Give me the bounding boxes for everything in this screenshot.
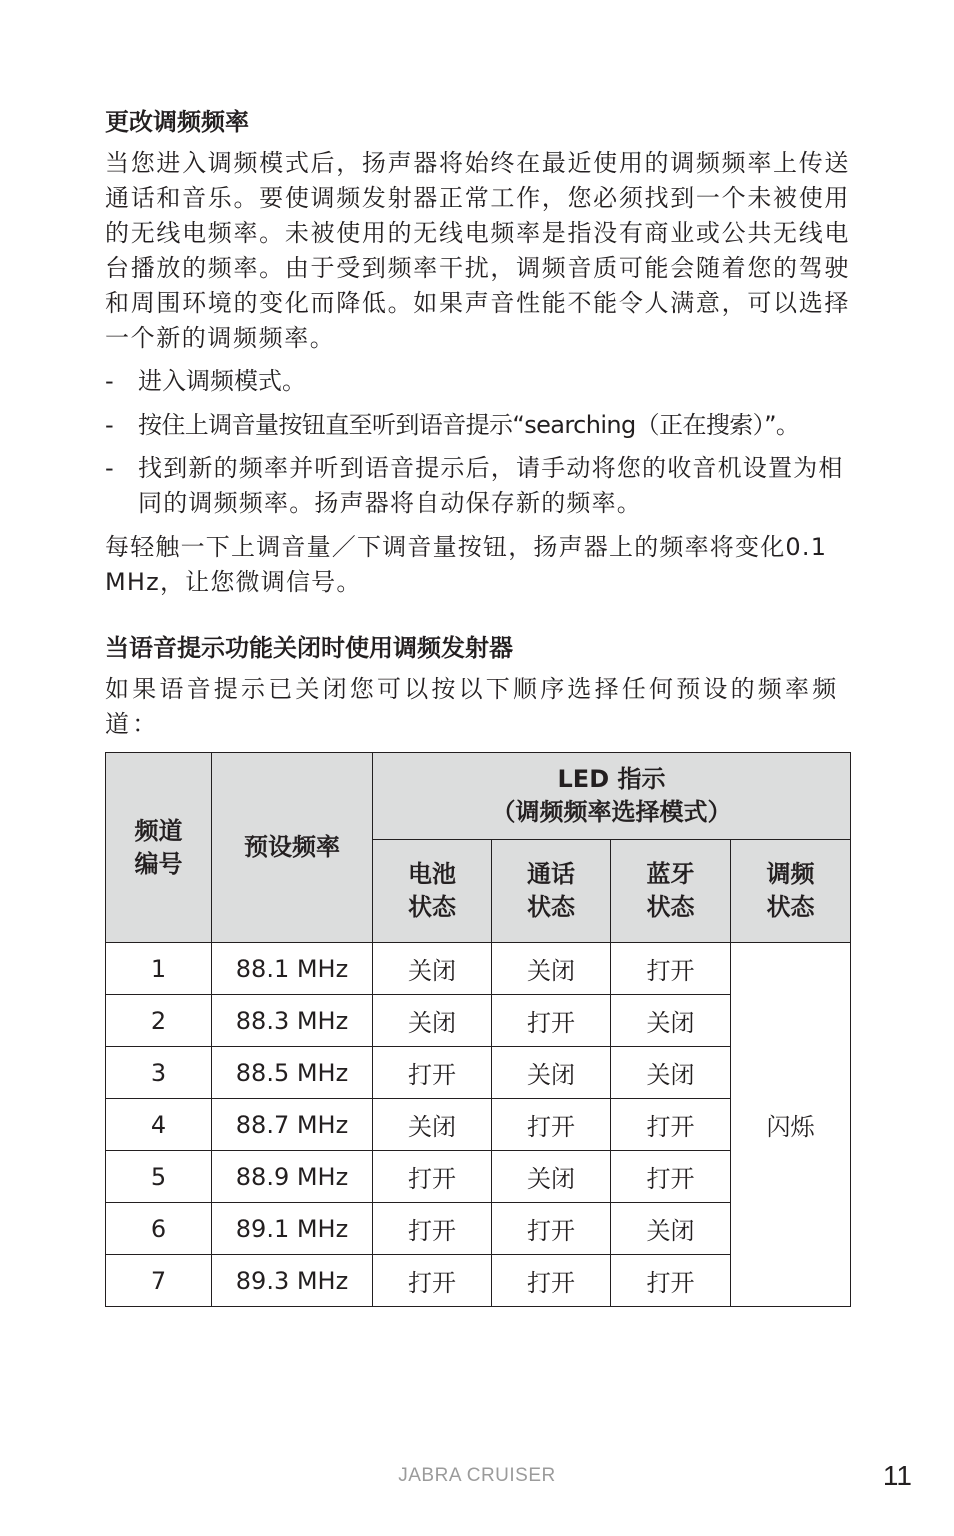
- bullet-text: 按住上调音量按钮直至听到语音提示“searching（正在搜索）”。: [138, 411, 800, 439]
- led-header-title: LED 指示: [557, 765, 666, 793]
- battery-cell: 关闭: [373, 1099, 492, 1151]
- bullet-text: 进入调频模式。: [138, 367, 306, 395]
- fm-preset-table: [105, 752, 851, 1307]
- channel-cell: 4: [106, 1099, 212, 1151]
- channel-cell: 7: [106, 1255, 212, 1307]
- battery-cell: 打开: [373, 1255, 492, 1307]
- channel-cell: 1: [106, 943, 212, 995]
- footer-brand: JABRA CRUISER: [398, 1465, 556, 1486]
- call-cell: 关闭: [492, 1047, 611, 1099]
- bluetooth-cell: 打开: [611, 1099, 731, 1151]
- bluetooth-cell: 打开: [611, 943, 731, 995]
- frequency-cell: 89.1 MHz: [212, 1203, 373, 1255]
- fine-tune-note: 每轻触一下上调音量／下调音量按钮，扬声器上的频率将变化0.1 MHz，让您微调信号。: [105, 533, 828, 596]
- bluetooth-cell: 关闭: [611, 1047, 731, 1099]
- bluetooth-cell: 关闭: [611, 995, 731, 1047]
- channel-cell: 6: [106, 1203, 212, 1255]
- battery-cell: 打开: [373, 1151, 492, 1203]
- battery-cell: 打开: [373, 1203, 492, 1255]
- bullet-item-3: [105, 451, 850, 521]
- battery-cell: 打开: [373, 1047, 492, 1099]
- fm-status-cell: 闪烁: [731, 943, 851, 1307]
- header-battery-status: 电池状态: [373, 840, 492, 943]
- header-bluetooth-status: 蓝牙状态: [611, 840, 731, 943]
- bluetooth-cell: 关闭: [611, 1203, 731, 1255]
- call-cell: 打开: [492, 1255, 611, 1307]
- battery-cell: 关闭: [373, 995, 492, 1047]
- channel-cell: 5: [106, 1151, 212, 1203]
- call-cell: 打开: [492, 1203, 611, 1255]
- frequency-cell: 88.7 MHz: [212, 1099, 373, 1151]
- header-fm-status: 调频状态: [731, 840, 851, 943]
- call-cell: 关闭: [492, 1151, 611, 1203]
- bullet-item-2: [105, 408, 850, 443]
- bluetooth-cell: 打开: [611, 1151, 731, 1203]
- call-cell: 打开: [492, 1099, 611, 1151]
- channel-cell: 2: [106, 995, 212, 1047]
- header-led-indicator: [373, 753, 851, 840]
- header-call-status: 通话状态: [492, 840, 611, 943]
- led-header-subtitle: （调频频率选择模式）: [491, 798, 732, 826]
- table-row: [106, 943, 851, 995]
- bullet-text: 找到新的频率并听到语音提示后，请手动将您的收音机设置为相同的调频频率。扬声器将自动保存新的频率。: [138, 454, 844, 517]
- bullet-item-1: [105, 364, 850, 399]
- channel-cell: 3: [106, 1047, 212, 1099]
- page-number: 11: [882, 1460, 912, 1491]
- bullet-marker: -: [105, 411, 114, 439]
- call-cell: 打开: [492, 995, 611, 1047]
- bluetooth-cell: 打开: [611, 1255, 731, 1307]
- preset-intro-paragraph: 如果语音提示已关闭您可以按以下顺序选择任何预设的频率频道：: [105, 675, 840, 738]
- frequency-cell: 88.9 MHz: [212, 1151, 373, 1203]
- frequency-cell: 88.3 MHz: [212, 995, 373, 1047]
- bullet-marker: -: [105, 454, 115, 482]
- header-channel-number: 频道编号: [106, 753, 212, 943]
- intro-paragraph: 当您进入调频模式后，扬声器将始终在最近使用的调频频率上传送通话和音乐。要使调频发射器正常工作，您必须找到一个未被使用的无线电频率。未被使用的无线电频率是指没有商业或公共无线电台播放的频率。由于受到频率干扰，调频音质可能会随着您的驾驶和周围环境的变化而降低。如果声音性能不能令人满意，可以选择一个新的调频频率。: [105, 149, 850, 352]
- section-heading-change-fm: 更改调频频率: [105, 108, 249, 136]
- header-preset-frequency: 预设频率: [212, 753, 373, 943]
- battery-cell: 关闭: [373, 943, 492, 995]
- frequency-cell: 88.5 MHz: [212, 1047, 373, 1099]
- section-heading-fm-no-voice: 当语音提示功能关闭时使用调频发射器: [105, 634, 513, 662]
- frequency-cell: 88.1 MHz: [212, 943, 373, 995]
- bullet-marker: -: [105, 367, 114, 395]
- frequency-cell: 89.3 MHz: [212, 1255, 373, 1307]
- call-cell: 关闭: [492, 943, 611, 995]
